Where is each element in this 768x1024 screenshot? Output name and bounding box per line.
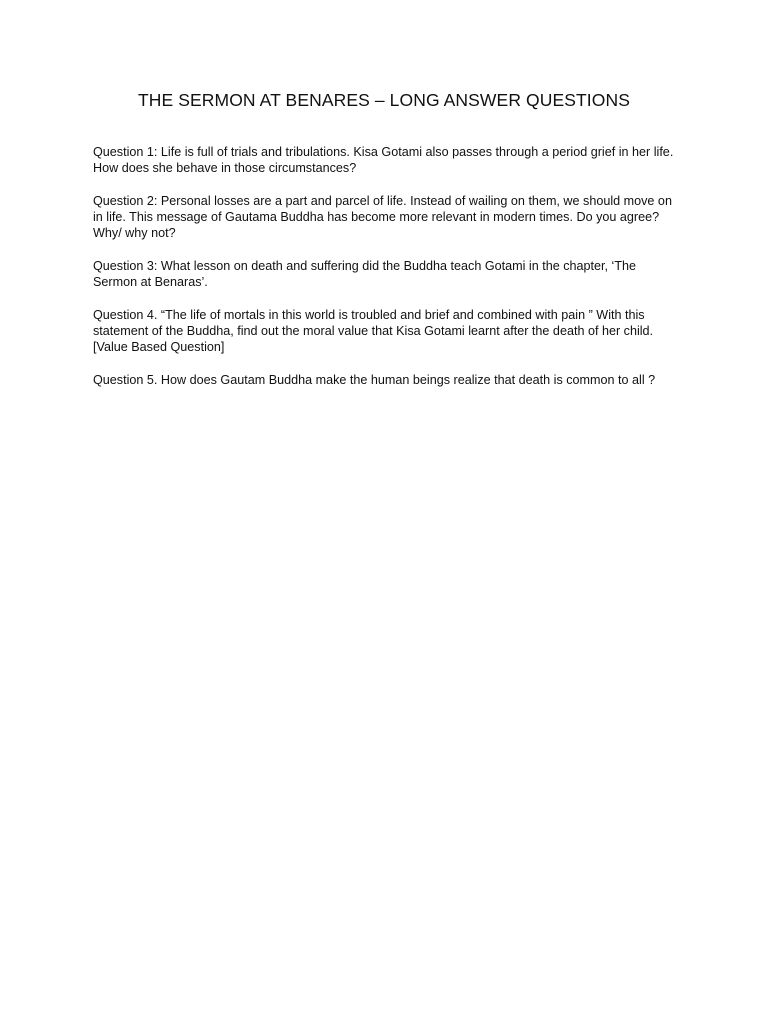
question-4: Question 4. “The life of mortals in this world is troubled and brief and combined with pain ” With this statement of the Buddha, find out the moral value that Kisa Gotami learnt after the death of her child. [Value Based Question] xyxy=(93,307,654,355)
question-list xyxy=(93,144,683,405)
question-1: Question 1: Life is full of trials and tribulations. Kisa Gotami also passes through a period grief in her life. How does she behave in those circumstances? xyxy=(93,145,674,176)
question-2: Question 2: Personal losses are a part and parcel of life. Instead of wailing on them, we should move on in life. This message of Gautama Buddha has become more relevant in modern times. Do you agree? Why/ why not? xyxy=(93,193,672,241)
question-3: Question 3: What lesson on death and suffering did the Buddha teach Gotami in the chapter, ‘The Sermon at Benaras’. xyxy=(93,259,637,290)
page-title: THE SERMON AT BENARES – LONG ANSWER QUESTIONS xyxy=(137,90,630,110)
question-5: Question 5. How does Gautam Buddha make the human beings realize that death is common to all ? xyxy=(93,373,656,388)
